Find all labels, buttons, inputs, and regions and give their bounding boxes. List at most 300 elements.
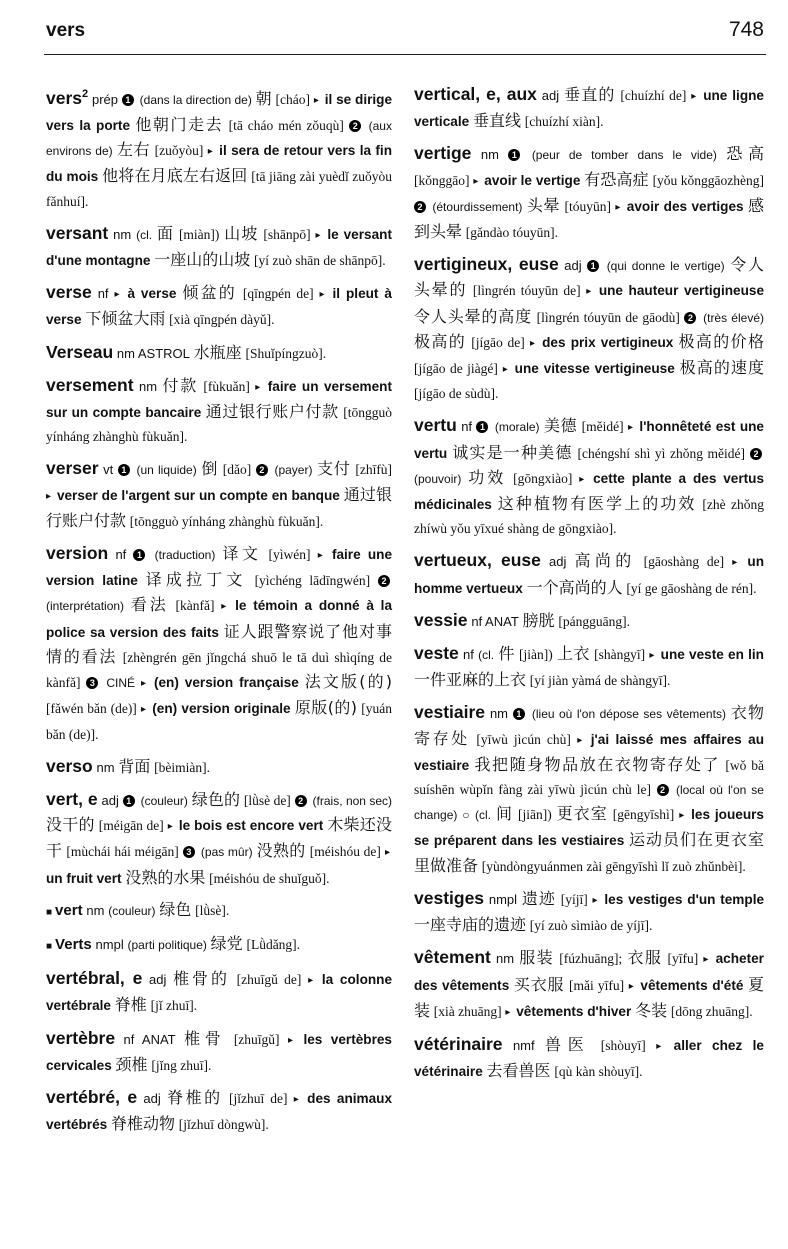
gloss-label: (très élevé): [703, 310, 764, 325]
example-marker-icon: ▸: [308, 975, 314, 987]
subentry-square-icon: ■: [46, 940, 53, 952]
chinese-text: 这种植物有医学上的功效: [497, 494, 697, 514]
example-marker-icon: ▸: [141, 704, 147, 716]
dictionary-entry: [46, 456, 392, 534]
dictionary-entry: [414, 945, 764, 1025]
gloss-label: (traduction): [154, 548, 216, 563]
example-marker-icon: ▸: [586, 286, 592, 298]
chinese-text: 极高的价格: [678, 331, 764, 351]
entry-headword: vertébré, e: [46, 1086, 138, 1107]
example-marker-icon: ▸: [592, 894, 598, 906]
dictionary-entry: [414, 548, 764, 600]
example-marker-icon: ▸: [615, 201, 621, 213]
chinese-text: 绿色: [159, 899, 192, 919]
example-marker-icon: ▸: [319, 289, 325, 301]
entry-headword: vêtement: [414, 947, 491, 968]
part-of-speech: nm: [480, 147, 499, 163]
part-of-speech: nf ANAT: [123, 1031, 176, 1047]
chinese-text: 高尚的: [574, 551, 636, 571]
entry-headword: vert: [55, 901, 83, 919]
chinese-text: 绿色的: [191, 789, 241, 809]
sense-number: 2: [378, 575, 390, 587]
pinyin-text: [jígāo de]: [471, 334, 525, 350]
chinese-text: 冬装: [635, 1000, 668, 1020]
pinyin-text: [jiān]): [517, 807, 552, 823]
example-marker-icon: ▸: [577, 734, 583, 746]
pinyin-text: [yīfu]: [667, 951, 699, 967]
gloss-label: (interprétation): [46, 599, 125, 614]
homograph-number: 2: [82, 88, 89, 100]
pinyin-text: [měidé]: [581, 419, 624, 435]
chinese-text: 买衣服: [513, 974, 565, 994]
part-of-speech: prép: [91, 91, 118, 107]
example-phrase: des animaux vertébrés: [46, 1090, 393, 1133]
pinyin-text: [yìchéng lādīngwén]: [254, 573, 371, 589]
chinese-text: 没干的: [46, 815, 95, 835]
pinyin-text: [méishóu de shuǐguǒ].: [209, 870, 330, 886]
example-phrase: le bois est encore vert: [178, 818, 324, 834]
pinyin-text: [lǜsè].: [195, 902, 230, 918]
entry-headword: vertu: [414, 415, 457, 436]
gloss-label: (un liquide): [136, 463, 197, 478]
example-marker-icon: ▸: [313, 94, 319, 106]
example-marker-icon: ▸: [505, 1006, 511, 1018]
chinese-text: 他朝门走去: [135, 115, 224, 135]
pinyin-text: [yùndòngyuánmen zài gēngyīshì lǐ zuò zhǔnbèi].: [481, 858, 746, 874]
chinese-text: 原版(的): [294, 698, 358, 718]
pinyin-text: [chuízhí xiàn].: [524, 114, 604, 130]
dictionary-entry: [46, 966, 392, 1018]
example-phrase: avoir des vertiges: [626, 198, 744, 214]
example-phrase: la colonne vertébrale: [46, 972, 393, 1014]
example-phrase: l'honnêteté est une vertu: [414, 419, 764, 461]
part-of-speech: nm: [489, 706, 509, 722]
gloss-label: (morale): [494, 420, 540, 435]
gloss-label: (parti politique): [127, 937, 207, 952]
gloss-label: (lieu où l'on dépose ses vêtements): [531, 707, 726, 722]
chinese-text: 付款: [162, 375, 198, 395]
part-of-speech: nf: [97, 286, 109, 302]
pinyin-text: [tōngguò yínháng zhànghù fùkuǎn].: [129, 513, 324, 529]
pinyin-text: [dōng zhuāng].: [670, 1003, 753, 1019]
dictionary-entry: [414, 413, 764, 541]
pinyin-text: [gōngxiào]: [513, 470, 573, 486]
dictionary-entry: [414, 1032, 764, 1084]
chinese-text: 椎骨: [184, 1028, 226, 1048]
part-of-speech: nf: [461, 419, 473, 435]
dictionary-entry: [46, 541, 392, 747]
right-column: [414, 82, 764, 1091]
gloss-label: (couleur): [108, 903, 156, 918]
pinyin-text: [jígāo de sùdù].: [414, 386, 499, 402]
example-marker-icon: ▸: [221, 601, 227, 613]
pinyin-text: [gǎndào tóuyūn].: [465, 225, 559, 241]
chinese-text: 兽医: [545, 1034, 591, 1054]
pinyin-text: [jǐzhuī dòngwù].: [178, 1117, 269, 1133]
example-phrase: (en) version originale: [152, 701, 291, 717]
chinese-text: 没熟的: [256, 841, 306, 861]
chinese-text: 倾盆的: [182, 283, 237, 303]
example-phrase: aller chez le vétérinaire: [414, 1037, 764, 1080]
pinyin-text: [gāoshàng de]: [643, 554, 725, 570]
part-of-speech: vt: [103, 462, 114, 478]
chinese-text: 朝: [255, 88, 272, 108]
page-number: 748: [728, 18, 764, 41]
example-marker-icon: ▸: [649, 650, 655, 662]
pinyin-text: [méigān de]: [98, 818, 164, 834]
chinese-text: 颈椎: [115, 1054, 148, 1074]
sense-number: 2: [295, 795, 307, 807]
part-of-speech: nmf: [512, 1037, 535, 1053]
example-marker-icon: ▸: [473, 175, 479, 187]
pinyin-text: [xià zhuāng]: [433, 1003, 502, 1019]
gloss-label: (couleur): [140, 793, 188, 808]
chinese-text: 绿党: [210, 933, 243, 953]
pinyin-text: [tóuyūn]: [564, 198, 611, 214]
example-phrase: les vertèbres cervicales: [46, 1031, 392, 1073]
example-phrase: verser de l'argent sur un compte en banque: [56, 487, 340, 503]
example-phrase: il sera de retour vers la fin du mois: [46, 143, 393, 185]
pinyin-text: [zuǒyòu]: [154, 143, 204, 159]
gloss-label: (frais, non sec): [312, 793, 393, 808]
chinese-text: 译文: [222, 544, 262, 564]
dictionary-entry: [46, 280, 392, 332]
entry-headword: vertige: [414, 143, 472, 164]
sense-number: 2: [684, 312, 696, 324]
sense-number: 1: [513, 708, 525, 720]
chinese-text: 感到头晕: [414, 195, 764, 242]
chinese-text: 功效: [468, 467, 507, 487]
sense-number: 2: [414, 201, 426, 213]
pinyin-text: [cháo]: [275, 91, 311, 107]
pinyin-text: [yí zuò shān de shānpō].: [254, 253, 386, 269]
pinyin-text: [qīngpén de]: [242, 286, 314, 302]
example-phrase: une hauteur vertigineuse: [598, 283, 765, 299]
entry-headword: vertèbre: [46, 1027, 116, 1048]
pinyin-text: [yí ge gāoshàng de rén].: [626, 580, 757, 596]
chinese-text: 运动员们在更衣室里做准备: [414, 830, 764, 875]
pinyin-text: [zhuīgǔ]: [233, 1031, 280, 1047]
dictionary-entry: [414, 608, 764, 634]
chinese-text: 一座山的山坡: [154, 250, 251, 270]
part-of-speech: nm: [113, 226, 132, 242]
pinyin-text: [jiàn]): [519, 647, 553, 663]
pinyin-text: [fùkuǎn]: [203, 378, 250, 394]
example-marker-icon: ▸: [384, 847, 390, 859]
pinyin-text: [lǜsè de]: [243, 792, 291, 808]
pinyin-text: [jǐzhuī de]: [229, 1090, 288, 1106]
sense-number: 2: [750, 448, 762, 460]
entry-headword: versant: [46, 222, 109, 243]
part-of-speech: nm: [496, 951, 515, 967]
dictionary-entry: [46, 754, 392, 780]
example-marker-icon: ▸: [287, 1034, 294, 1046]
part-of-speech: adj: [101, 792, 119, 808]
sense-number: 1: [508, 149, 520, 161]
part-of-speech: nmpl: [488, 891, 518, 907]
chinese-text: 头晕: [526, 195, 561, 215]
example-phrase: avoir le vertige: [484, 172, 581, 188]
pinyin-text: [fúzhuāng];: [559, 951, 623, 967]
dictionary-entry: [46, 898, 392, 925]
part-of-speech: adj: [143, 1090, 161, 1106]
entry-headword: vestiaire: [414, 702, 486, 723]
pinyin-text: [chéngshí shì yì zhǒng měidé]: [577, 445, 746, 461]
chinese-text: 面: [156, 223, 175, 243]
chinese-text: 件: [498, 644, 515, 664]
pinyin-text: [tōngguò yínháng zhànghù fùkuǎn].: [46, 405, 392, 445]
example-marker-icon: ▸: [679, 810, 685, 822]
entry-headword: vers$^2$: [46, 87, 89, 108]
chinese-text: 服装: [519, 948, 555, 968]
part-of-speech: nm: [86, 902, 105, 918]
entry-headword: Verseau: [46, 341, 114, 362]
chinese-text: 椎骨的: [173, 969, 230, 989]
pinyin-text: [méishóu de]: [309, 844, 381, 860]
chinese-text: 脊椎的: [167, 1087, 223, 1107]
pinyin-text: [kànfǎ]: [175, 598, 215, 614]
entry-headword: vétérinaire: [414, 1033, 503, 1054]
pinyin-text: [qù kàn shòuyī].: [554, 1064, 643, 1080]
entry-headword: vertical, e, aux: [414, 84, 537, 104]
dictionary-entry: [46, 787, 392, 891]
chinese-text: 左右: [117, 140, 151, 160]
dictionary-entry: [46, 221, 392, 273]
pinyin-text: [wǒ bǎ suíshēn wùpǐn fàng zài yīwù jìcún chù le]: [414, 757, 764, 798]
pinyin-text: [lìngrén tóuyūn de]: [472, 283, 581, 299]
gloss-label: (peur de tomber dans le vide): [531, 148, 717, 163]
example-marker-icon: ▸: [315, 229, 321, 241]
subentry-square-icon: ■: [46, 906, 53, 918]
pinyin-text: [kǒnggāo]: [414, 172, 470, 188]
pinyin-text: [zhuīgǔ de]: [236, 972, 302, 988]
dictionary-entry: [46, 373, 392, 450]
dictionary-entry: [414, 886, 764, 938]
pinyin-text: [yuán bǎn (de)].: [46, 701, 393, 742]
dictionary-entry: [414, 252, 764, 406]
entry-headword: veste: [414, 643, 459, 664]
chinese-text: 一个高尚的人: [526, 577, 623, 597]
example-phrase: le témoin a donné à la police sa version des faits: [46, 598, 393, 640]
example-phrase: une ligne verticale: [414, 88, 764, 130]
sense-number: 2: [256, 464, 268, 476]
pinyin-text: [zhīfù]: [355, 462, 393, 478]
entry-headword: verso: [46, 755, 93, 776]
sense-number: 3: [183, 846, 195, 858]
chinese-text: 美德: [543, 416, 578, 436]
dictionary-entry: [46, 932, 392, 959]
chinese-text: 一座寺庙的遗迹: [414, 915, 527, 935]
dictionary-entry: [414, 141, 764, 245]
chinese-text: 衣物寄存处: [414, 703, 764, 748]
part-of-speech: nm: [139, 378, 158, 394]
chinese-text: 法文版(的): [304, 672, 392, 692]
example-marker-icon: ▸: [656, 1040, 662, 1052]
example-marker-icon: ▸: [732, 557, 738, 569]
example-phrase: le versant d'une montagne: [46, 226, 392, 269]
chinese-text: 下倾盆大雨: [85, 309, 166, 329]
part-of-speech: nf ANAT: [471, 613, 519, 629]
part-of-speech: adj: [541, 88, 560, 103]
entry-headword: vertigineux, euse: [414, 254, 559, 275]
entry-headword: verse: [46, 282, 92, 303]
chinese-text: 垂直线: [472, 111, 521, 131]
example-phrase: une veste en lin: [660, 647, 764, 663]
entry-headword: vert, e: [46, 788, 98, 809]
pinyin-text: [Shuǐpíngzuò].: [245, 345, 327, 361]
running-headword: vers: [46, 20, 86, 41]
entry-headword: version: [46, 543, 109, 564]
part-of-speech: nf: [463, 647, 474, 663]
pinyin-text: [fǎwén bǎn (de)]: [46, 701, 137, 717]
pinyin-text: [tā jiāng zài yuèdǐ zuǒyòu fǎnhuí].: [46, 169, 393, 209]
chinese-text: 他将在月底左右返回: [102, 166, 248, 186]
sense-number: 1: [122, 94, 134, 106]
chinese-text: 看法: [130, 595, 169, 615]
example-marker-icon: ▸: [579, 473, 585, 485]
pinyin-text: [lìngrén tóuyūn de gāodù]: [536, 309, 680, 325]
example-phrase: les joueurs se préparent dans les vestiaires: [414, 807, 764, 849]
gloss-label: ○ (cl.: [462, 808, 492, 823]
chinese-text: 更衣室: [556, 804, 608, 824]
pinyin-text: [pángguāng].: [558, 613, 630, 629]
example-marker-icon: ▸: [628, 980, 634, 992]
pinyin-text: [jígāo de jiàgé]: [414, 361, 498, 377]
chinese-text: 上衣: [556, 644, 590, 664]
pinyin-text: [bèimiàn].: [154, 759, 210, 775]
pinyin-text: [yí jiàn yàmá de shàngyī].: [529, 673, 671, 689]
pinyin-text: [zhè zhǒng zhíwù yǒu yīxué shàng de gōngxiào].: [414, 497, 764, 537]
pinyin-text: [yīwù jìcún chù]: [476, 731, 571, 747]
pinyin-text: [dǎo]: [222, 462, 252, 478]
pinyin-text: [miàn]): [178, 226, 220, 242]
example-marker-icon: ▸: [255, 381, 261, 393]
sense-number: 1: [118, 464, 130, 476]
sense-number: 1: [587, 260, 599, 272]
chinese-text: 木柴还没干: [46, 815, 393, 861]
chinese-text: 支付: [317, 459, 351, 479]
sense-number: 1: [133, 549, 145, 561]
example-marker-icon: ▸: [627, 422, 634, 434]
example-marker-icon: ▸: [46, 490, 52, 502]
dictionary-entry: [46, 340, 392, 366]
entry-headword: vertébral, e: [46, 968, 143, 989]
example-phrase: j'ai laissé mes affaires au vestiaire: [414, 731, 764, 773]
dictionary-entry: [414, 82, 764, 134]
example-marker-icon: ▸: [114, 289, 120, 301]
example-marker-icon: ▸: [691, 91, 697, 102]
dictionary-entry: [414, 641, 764, 693]
gloss-label: (payer): [274, 463, 313, 478]
pinyin-text: [xià qīngpén dàyǔ].: [169, 312, 275, 328]
chinese-text: 恐高: [726, 144, 765, 164]
pinyin-text: [gēngyīshì]: [612, 807, 675, 823]
example-phrase: une vitesse vertigineuse: [514, 361, 675, 377]
pinyin-text: [jǐng zhuī].: [151, 1057, 212, 1073]
entry-headword: versement: [46, 374, 134, 395]
chinese-text: 译成拉丁文: [145, 570, 247, 590]
chinese-text: 脊椎: [114, 995, 147, 1015]
example-marker-icon: ▸: [529, 337, 535, 349]
chinese-text: 我把随身物品放在衣物寄存处了: [474, 754, 721, 774]
gloss-label: (pas mûr): [200, 845, 253, 860]
example-marker-icon: ▸: [167, 821, 173, 833]
gloss-label: (pouvoir): [414, 471, 462, 486]
example-phrase: cette plante a des vertus médicinales: [414, 470, 765, 513]
dictionary-entry: [46, 82, 392, 214]
chinese-text: 去看兽医: [486, 1061, 551, 1081]
chinese-text: 山坡: [224, 223, 259, 243]
entry-headword: vertueux, euse: [414, 550, 541, 571]
example-marker-icon: ▸: [207, 146, 213, 158]
chinese-text: 没熟的水果: [125, 867, 206, 887]
part-of-speech: nmpl: [95, 936, 124, 952]
sense-number: 1: [123, 795, 135, 807]
gloss-label: (cl.: [478, 648, 495, 663]
entry-headword: verser: [46, 458, 99, 479]
page-header: [44, 14, 766, 55]
chinese-text: 膀胱: [522, 610, 555, 630]
chinese-text: 一件亚麻的上衣: [414, 670, 527, 690]
pinyin-text: [yìwén]: [268, 547, 311, 563]
part-of-speech: adj: [564, 258, 582, 274]
example-marker-icon: ▸: [317, 550, 323, 562]
gloss-label: CINÉ: [106, 676, 136, 691]
chinese-text: 通过银行账户付款: [46, 484, 392, 530]
entry-headword: Verts: [55, 935, 92, 953]
pinyin-text: [tā cháo mén zǒuqù]: [228, 118, 344, 134]
example-phrase: faire une version latine: [46, 547, 392, 589]
example-marker-icon: ▸: [140, 678, 146, 690]
part-of-speech: adj: [549, 554, 567, 570]
pinyin-text: [Lǜdǎng].: [246, 936, 301, 952]
example-phrase: il pleut à verse: [46, 286, 392, 328]
gloss-label: (local où l'on se change): [414, 783, 764, 823]
chinese-text: 背面: [118, 756, 151, 776]
example-marker-icon: ▸: [703, 954, 709, 966]
chinese-text: 间: [495, 804, 514, 824]
example-phrase: à verse: [127, 286, 177, 302]
gloss-label: (étourdissement): [432, 199, 523, 214]
pinyin-text: [zhèngrén gēn jǐngchá shuō le tā duì shìqíng de kànfǎ]: [46, 649, 392, 691]
pinyin-text: [shàngyī]: [594, 647, 646, 663]
example-phrase: (en) version française: [153, 675, 299, 691]
chinese-text: 极高的: [414, 331, 467, 351]
dictionary-entry: [46, 1085, 392, 1137]
pinyin-text: [shānpō]: [263, 226, 311, 242]
chinese-text: 极高的速度: [679, 358, 764, 378]
example-marker-icon: ▸: [502, 364, 508, 376]
example-phrase: il se dirige vers la porte: [46, 91, 393, 134]
chinese-text: 衣服: [627, 948, 663, 968]
chinese-text: 通过银行账户付款: [205, 402, 339, 422]
chinese-text: 垂直的: [564, 85, 616, 104]
example-phrase: un fruit vert: [46, 870, 122, 886]
pinyin-text: [mùchái hái méigān]: [66, 844, 179, 860]
example-phrase: vêtements d'hiver: [516, 1003, 632, 1019]
example-phrase: acheter des vêtements: [414, 951, 764, 993]
sense-number: 3: [86, 677, 98, 689]
gloss-label: (dans la direction de): [139, 92, 252, 107]
pinyin-text: [yíjī]: [560, 891, 588, 907]
chinese-text: 有恐高症: [584, 169, 649, 189]
dictionary-entry: [46, 1026, 392, 1078]
example-marker-icon: ▸: [293, 1093, 299, 1105]
chinese-text: 令人头晕的高度: [414, 306, 533, 326]
example-phrase: un homme vertueux: [414, 554, 764, 596]
part-of-speech: nm ASTROL: [116, 345, 190, 361]
example-phrase: les vestiges d'un temple: [604, 891, 765, 907]
